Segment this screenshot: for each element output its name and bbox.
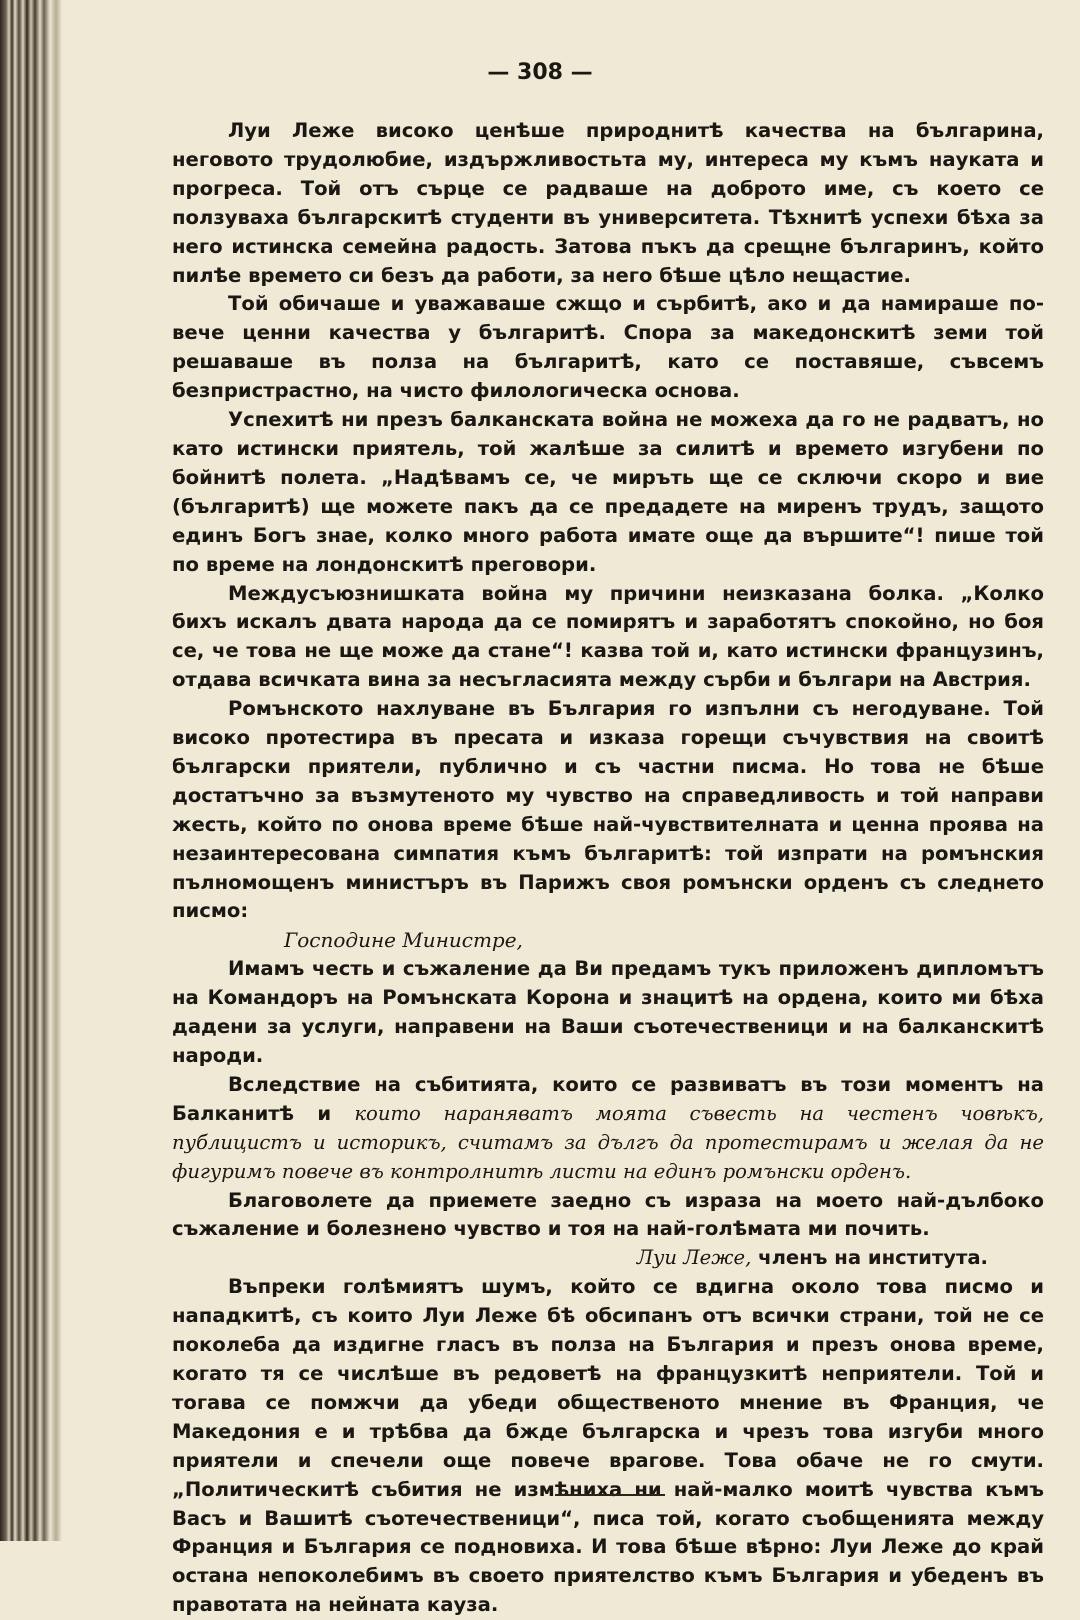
page-number: — 308 —	[487, 60, 593, 85]
letter-salutation: Господине Министре,	[284, 928, 523, 953]
letter-text: Вследствие на събитията, които се развиватъ въ този моментъ на Балканитѣ и	[172, 1072, 1044, 1125]
letter-italic-text: които нараняватъ моята съвесть на честенъ човѣкъ, публицистъ и историкъ, считамъ за дългъ да протестирамъ и желая да не фигуримъ повече въ контролнитѣ листи на единъ ромънски орденъ.	[172, 1101, 1044, 1183]
letter-paragraph: Имамъ честь и съжаление да Ви предамъ тукъ приложенъ дипломътъ на Командоръ на Ромънската Корона и знацитѣ на ордена, които ми бѣха дадени за услуги, направени на Ваши съотечественици и на балканскитѣ народи.	[172, 957, 1044, 1067]
letter-signature	[172, 1244, 1044, 1273]
paragraph: Той обичаше и уважаваше сжщо и сърбитѣ, ако и да намираше по-вече ценни качества у българитѣ. Спора за македонскитѣ земи той решаваше въ полза на българитѣ, като се поставяше, съвсемъ безпристрастно, на чисто филологическа основа.	[172, 292, 1044, 403]
page-body	[172, 117, 1044, 1620]
book-binding-edge	[0, 0, 62, 1541]
end-rule	[555, 1494, 665, 1496]
signature-name: Луи Леже,	[636, 1246, 752, 1270]
letter-paragraph	[172, 1071, 1044, 1187]
paragraph: Междусъюзнишката война му причини неизказана болка. „Колко бихъ искалъ двата народа да се помирятъ и заработятъ спокойно, но боя се, че това не ще може да стане“! казва той и, като истински французинъ, отдава всичката вина за несъгласията между сърби и българи на Австрия.	[172, 581, 1044, 692]
signature-title: членъ на института.	[751, 1246, 988, 1270]
paragraph: Ромънското нахлуване въ България го изпълни съ негодуване. Той високо протестира въ пресата и изказа горещи съчувствия на своитѣ български приятели, публично и съ частни писма. Но това не бѣше достатъчно за възмутеното му чувство на справедливость и той направи жесть, който по онова време бѣше най-чувствителната и ценна проява на незаинтересована симпатия къмъ българитѣ: той изпрати на ромънския пълномощенъ министъръ въ Парижъ своя ромънски орденъ съ следнето писмо:	[172, 697, 1044, 923]
paragraph: Успехитѣ ни презъ балканската война не можеха да го не радватъ, но като истински приятель, той жалѣше за силитѣ и времето изгубени по бойнитѣ полета. „Надѣвамъ се, че миръть ще се сключи скоро и вие (българитѣ) ще можете пакъ да се предадете на миренъ трудъ, защото единъ Богъ знае, колко много работа имате още да вършите“! пише той по време на лондонскитѣ преговори.	[172, 408, 1044, 576]
paragraph: Въпреки голѣмиятъ шумъ, който се вдигна около това писмо и нападкитѣ, съ които Луи Леже бѣ обсипанъ отъ всички страни, той не се поколеба да издигне гласъ въ полза на България и презъ онова време, когато тя се числѣше въ редоветѣ на французкитѣ неприятели. Той и тогава се помжчи да убеди общественото мнение въ Франция, че Македония е и трѣбва да бжде българска и чрезъ това изгуби много приятели и спечели още повече врагове. Това обаче не го смути. „Политическитѣ събития не измѣниха ни най-малко моитѣ чувства къмъ Васъ и Вашитѣ съотечественици“, писа той, когато съобщенията между Франция и България се подновиха. И това бѣше вѣрно: Луи Леже до край остана непоколебимъ въ своето приятелство къмъ България и убеденъ въ правотата на нейната кауза.	[172, 1275, 1044, 1617]
letter-paragraph: Благоволете да приемете заедно съ израза на моето най-дълбоко съжаление и болезнено чувство и тоя на най-голѣмата ми почить.	[172, 1188, 1044, 1241]
paragraph: Луи Леже високо ценѣше природнитѣ качества на българина, неговото трудолюбие, издържливостьта му, интереса му къмъ науката и прогреса. Той отъ сърце се радваше на доброто име, съ което се ползуваха българскитѣ студенти въ университета. Тѣхнитѣ успехи бѣха за него истинска семейна радость. Затова пъкъ да срещне българинъ, който пилѣе времето си безъ да работи, за него бѣше цѣло нещастие.	[172, 119, 1044, 287]
